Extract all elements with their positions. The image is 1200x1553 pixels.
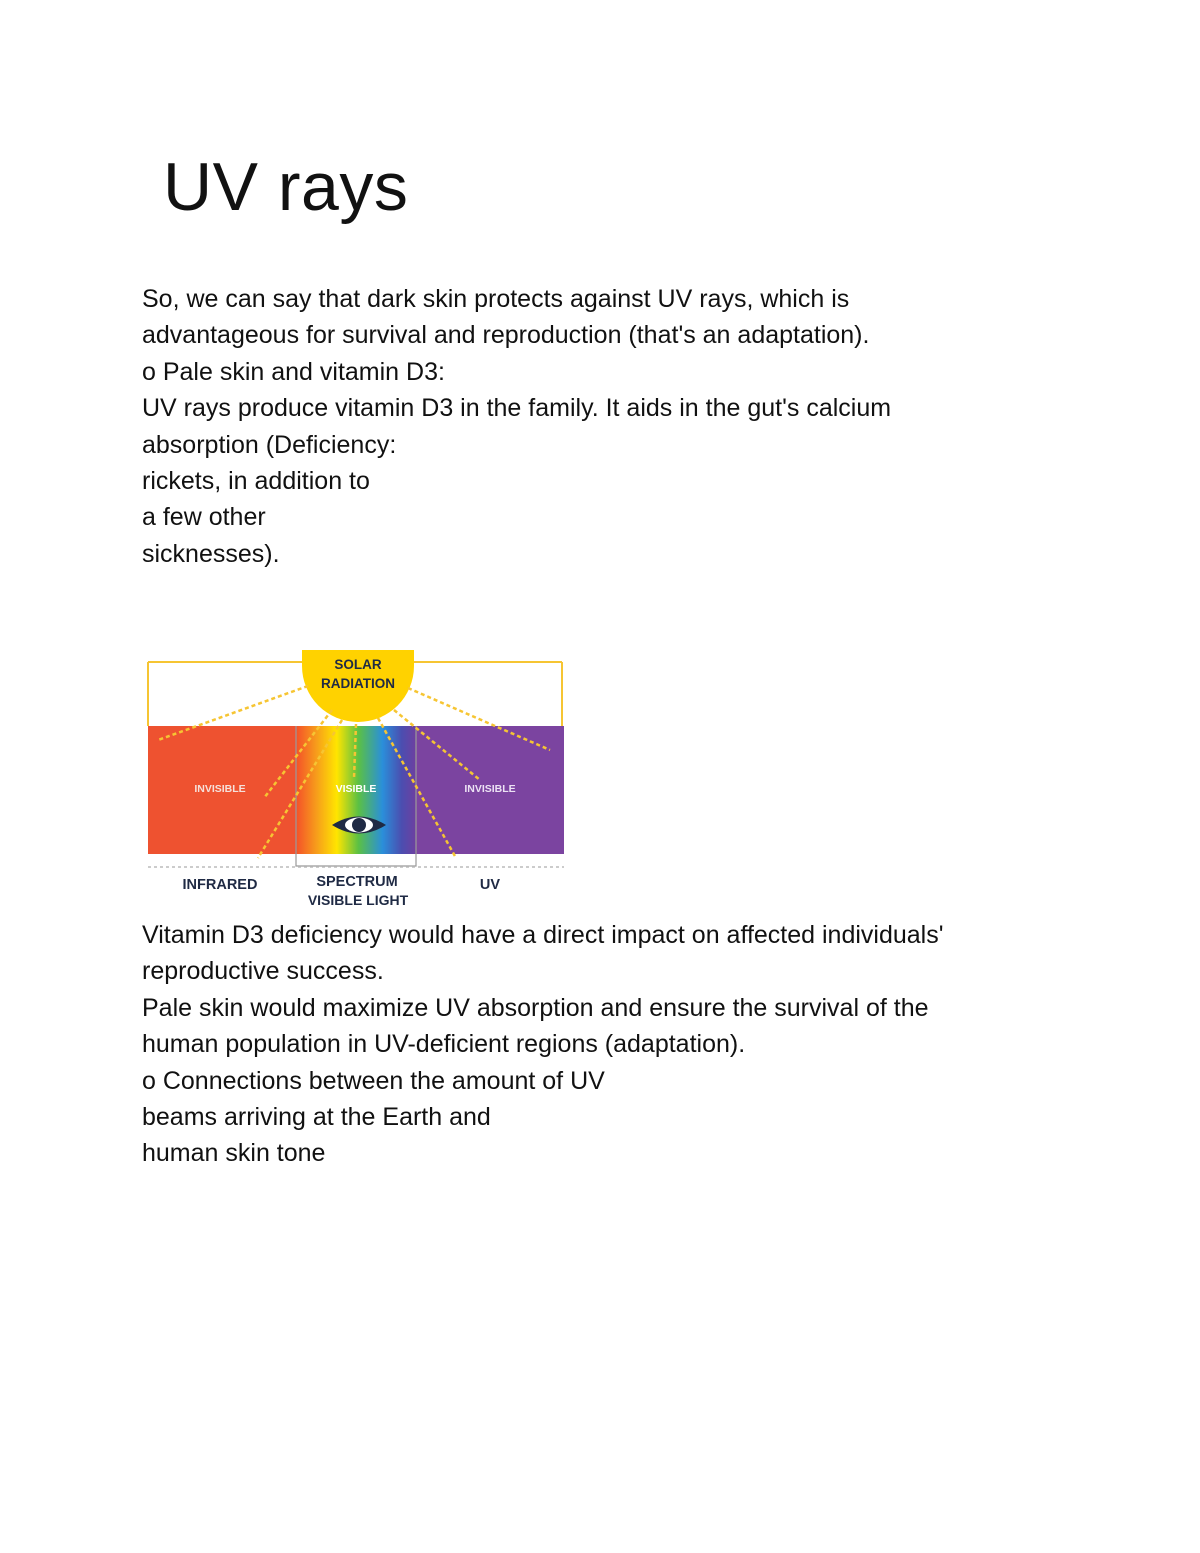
sun-label-radiation: RADIATION — [321, 676, 395, 691]
band-label-visible: VISIBLE — [335, 783, 377, 795]
paragraph-block-2 — [142, 917, 944, 1172]
text-line: Pale skin would maximize UV absorption and ensure the survival of the — [142, 993, 929, 1022]
text-line: reproductive success. — [142, 957, 384, 986]
text-line: sicknesses). — [142, 539, 280, 568]
page-title: UV rays — [163, 149, 409, 225]
label-visible-light: VISIBLE LIGHT — [307, 892, 409, 908]
text-line: beams arriving at the Earth and — [142, 1103, 491, 1132]
solar-radiation-diagram — [142, 648, 568, 910]
text-line: So, we can say that dark skin protects against UV rays, which is — [142, 285, 850, 313]
text-line: Vitamin D3 deficiency would have a direct impact on affected individuals' — [142, 921, 944, 949]
label-uv: UV — [479, 877, 501, 893]
text-line: advantageous for survival and reproduction (that's an adaptation). — [142, 321, 870, 350]
label-infrared: INFRARED — [182, 877, 258, 893]
band-label-invisible-right: INVISIBLE — [464, 783, 516, 795]
band-label-invisible-left: INVISIBLE — [194, 783, 246, 795]
sun-label-solar: SOLAR — [334, 657, 382, 672]
paragraph-block-1 — [142, 281, 891, 572]
text-line: UV rays produce vitamin D3 in the family. It aids in the gut's calcium — [142, 394, 892, 423]
text-line: human skin tone — [142, 1139, 326, 1168]
label-spectrum: SPECTRUM — [316, 874, 398, 890]
solar-radiation-figure — [142, 648, 568, 910]
text-line: human population in UV-deficient regions (adaptation). — [142, 1030, 746, 1059]
text-line: o Connections between the amount of UV — [142, 1066, 605, 1095]
text-line: o Pale skin and vitamin D3: — [142, 357, 445, 386]
text-line: a few other — [142, 503, 266, 532]
text-line: rickets, in addition to — [142, 467, 370, 496]
text-line: absorption (Deficiency: — [142, 430, 397, 459]
